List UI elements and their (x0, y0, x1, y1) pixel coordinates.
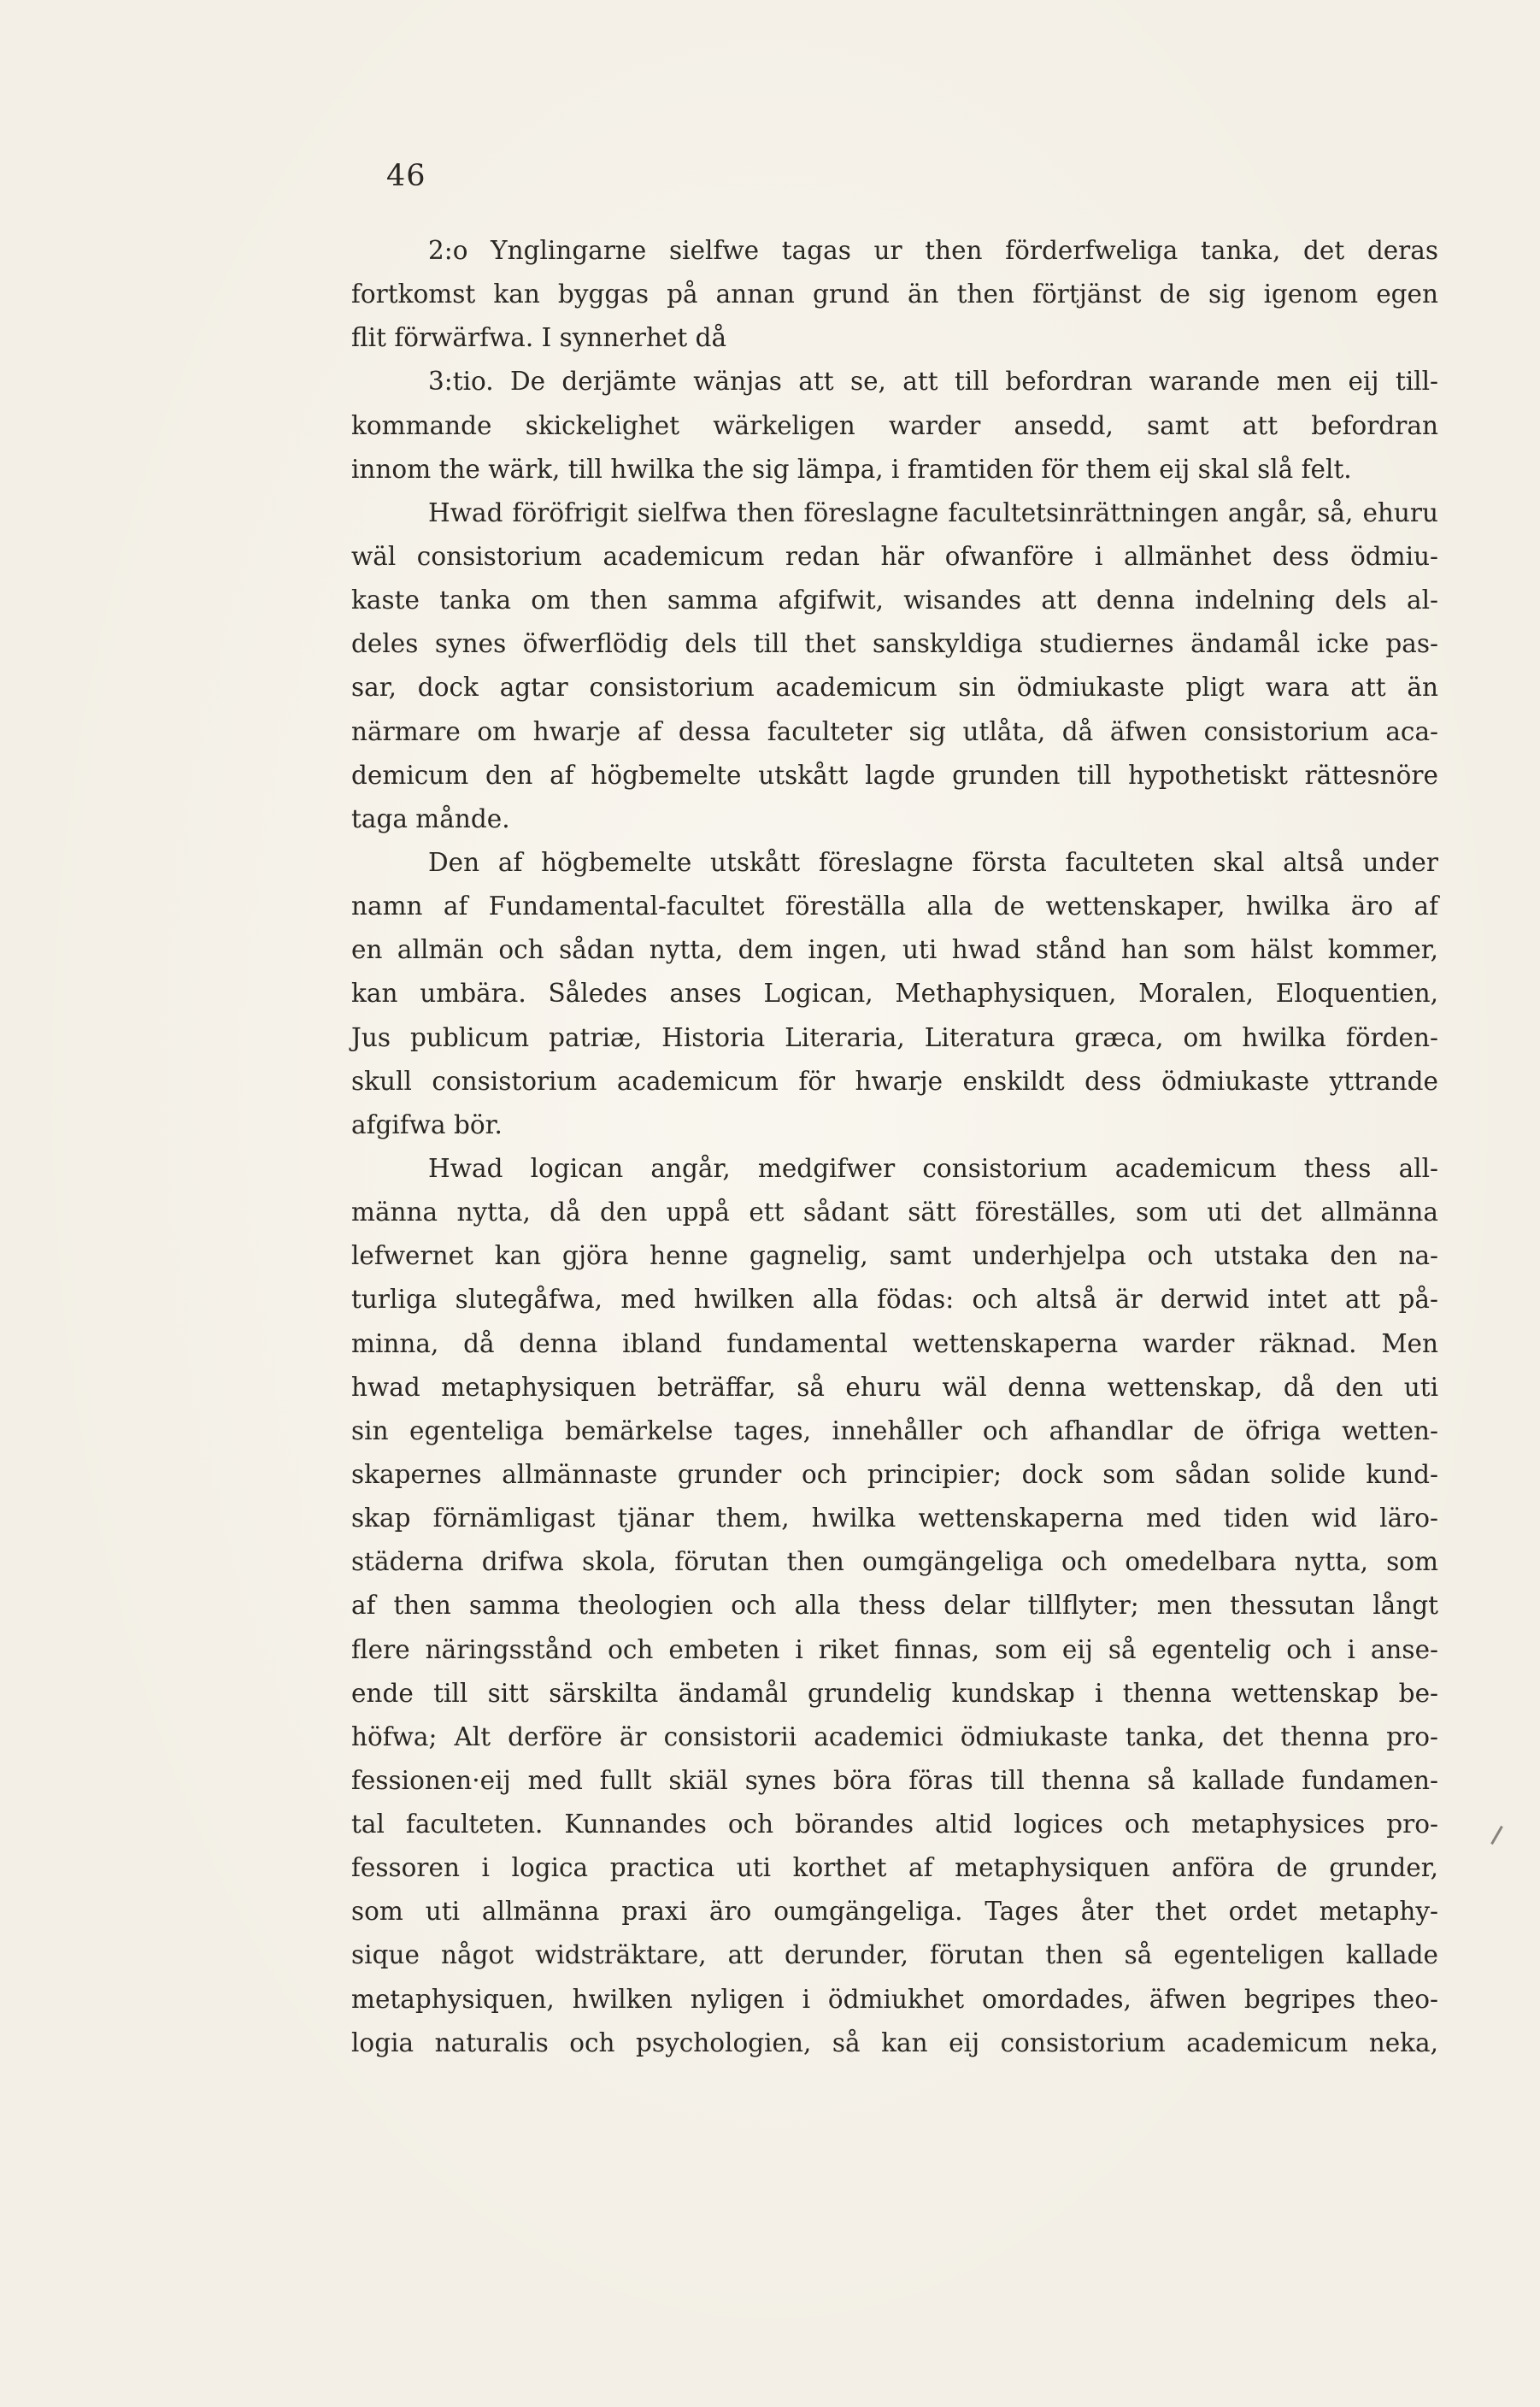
text-line: wäl consistorium academicum redan här ofwanföre i allmänhet dess ödmiu- (351, 541, 1438, 571)
text-line: kommande skickelighet wärkeligen warder ansedd, samt att befordran (351, 410, 1438, 440)
margin-mark (1490, 1826, 1503, 1845)
text-line: fessoren i logica practica uti korthet af metaphysiquen anföra de grunder, (351, 1853, 1438, 1883)
text-line: namn af Fundamental-facultet föreställa alla de wettenskaper, hwilka äro af (351, 892, 1438, 921)
text-line: sique något widsträktare, att derunder, förutan then så egenteligen kallade (351, 1940, 1438, 1970)
text-line: minna, då denna ibland fundamental wettenskaperna warder räknad. Men (351, 1328, 1438, 1358)
text-line: sar, dock agtar consistorium academicum sin ödmiukaste pligt wara att än (351, 673, 1438, 703)
text-line: demicum den af högbemelte utskått lagde grunden till hypothetiskt rättesnöre (351, 760, 1438, 790)
text-line: tal faculteten. Kunnandes och börandes altid logices och metaphysices pro- (351, 1810, 1438, 1839)
paragraph-logican (351, 1147, 1438, 2065)
text-line: flit förwärfwa. I synnerhet då (351, 323, 727, 353)
paragraph-fundamental-facultet (351, 841, 1438, 1147)
text-line: skull consistorium academicum för hwarje enskildt dess ödmiukaste yttrande (351, 1066, 1438, 1096)
text-line: flere näringsstånd och embeten i riket finnas, som eij så egentelig och i anse- (351, 1634, 1438, 1664)
text-line: en allmän och sådan nytta, dem ingen, uti hwad stånd han som hälst kommer, (351, 935, 1438, 965)
text-line: Hwad föröfrigit sielfwa then föreslagne facultetsinrättningen angår, så, ehuru (428, 497, 1438, 527)
paragraph-3tio (351, 360, 1438, 491)
text-line: logia naturalis och psychologien, så kan eij consistorium academicum neka, (351, 2027, 1438, 2057)
text-line: af then samma theologien och alla thess delar tillflyter; men thessutan långt (351, 1591, 1438, 1621)
text-line: lefwernet kan gjöra henne gagnelig, samt underhjelpa och utstaka den na- (351, 1241, 1438, 1271)
text-line: sin egenteliga bemärkelse tages, innehåller och afhandlar de öfriga wetten- (351, 1415, 1438, 1445)
text-line: 3:tio. De derjämte wänjas att se, att till befordran warande men eij till- (428, 367, 1438, 397)
text-line: städerna drifwa skola, förutan then oumgängeliga och omedelbara nytta, som (351, 1547, 1438, 1577)
text-line: fessionen·eij med fullt skiäl synes böra föras till thenna så kallade fundamen- (351, 1765, 1438, 1795)
text-line: skapernes allmännaste grunder och principier; dock som sådan solide kund- (351, 1459, 1438, 1489)
body-text (351, 229, 1438, 2065)
text-line: närmare om hwarje af dessa faculteter sig utlåta, då äfwen consistorium aca- (351, 716, 1438, 746)
text-line: skap förnämligast tjänar them, hwilka wettenskaperna med tiden wid läro- (351, 1504, 1438, 1533)
page-number: 46 (386, 159, 426, 193)
text-line: turliga slutegåfwa, med hwilken alla födas: och altså är derwid intet att på- (351, 1285, 1438, 1315)
text-line: afgifwa bör. (351, 1109, 503, 1139)
text-line: höfwa; Alt derföre är consistorii academici ödmiukaste tanka, det thenna pro- (351, 1721, 1438, 1751)
text-line: 2:o Ynglingarne sielfwe tagas ur then förderfweliga tanka, det deras (428, 236, 1438, 265)
text-line: kaste tanka om then samma afgifwit, wisandes att denna indelning dels al- (351, 586, 1438, 615)
text-line: hwad metaphysiquen beträffar, så ehuru wäl denna wettenskap, då den uti (351, 1372, 1438, 1402)
text-line: ende till sitt särskilta ändamål grundelig kundskap i thenna wettenskap be- (351, 1678, 1438, 1708)
text-line: männa nytta, då den uppå ett sådant sätt föreställes, som uti det allmänna (351, 1198, 1438, 1227)
text-line: metaphysiquen, hwilken nyligen i ödmiukhet omordades, äfwen begripes theo- (351, 1984, 1438, 2014)
text-line: Jus publicum patriæ, Historia Literaria, Literatura græca, om hwilka förden- (351, 1022, 1438, 1052)
text-line: kan umbära. Således anses Logican, Methaphysiquen, Moralen, Eloquentien, (351, 979, 1438, 1009)
text-line: Den af högbemelte utskått föreslagne första faculteten skal altså under (428, 847, 1438, 877)
text-line: som uti allmänna praxi äro oumgängeliga. Tages åter thet ordet metaphy- (351, 1897, 1438, 1927)
text-line: deles synes öfwerflödig dels till thet sanskyldiga studiernes ändamål icke pas- (351, 629, 1438, 659)
text-line: innom the wärk, till hwilka the sig lämpa, i framtiden för them eij skal slå felt. (351, 454, 1352, 484)
text-line: fortkomst kan byggas på annan grund än then förtjänst de sig igenom egen (351, 280, 1438, 309)
paragraph-2o (351, 229, 1438, 360)
text-line: Hwad logican angår, medgifwer consistorium academicum thess all- (428, 1153, 1438, 1183)
text-line: taga månde. (351, 803, 510, 833)
paragraph-facultetsinrattning (351, 491, 1438, 841)
